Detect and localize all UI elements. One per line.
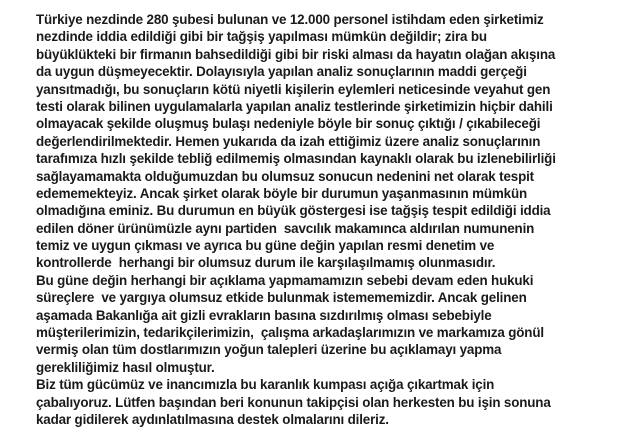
text-line: yansıtmadığı, bu sonuçların kötü niyetli kişilerin eylemleri neticesinde veyahut gen (36, 81, 551, 97)
statement-text-block (36, 11, 636, 428)
text-line: sağlayamamakta olduğumuzdan bu olumsuz sonucun nedenini net olarak tespit (36, 168, 534, 184)
text-line: da uygun düşmeyecektir. Dolayısıyla yapılan analiz sonuçlarının maddi gerçeği (36, 64, 527, 80)
text-line: kadar gidilerek aydınlatılmasına destek olmalarını dileriz. (36, 411, 389, 427)
text-line: süreçlere ve yargıya olumsuz etkide bulunmak istemememizdir. Ancak gelinen (36, 290, 527, 306)
text-line: aşamada Bakanlığa ait gizli evrakların basına sızdırılmış olması sebebiyle (36, 307, 492, 323)
text-line: edilen döner ürünümüzle aynı partiden savcılık makamınca aldırılan numunenin (36, 220, 535, 236)
text-line: Bu güne değin herhangi bir açıklama yapmamamızın sebebi devam eden hukuki (36, 272, 534, 288)
text-line: kontrollerde herhangi bir olumsuz durum ile karşılaşılmamış olunmasıdır. (36, 255, 496, 271)
text-line: müşterilerimizin, tedarikçilerimizin, çalışma arkadaşlarımızın ve markamıza gönül (36, 325, 544, 341)
text-line: Biz tüm gücümüz ve inancımızla bu karanlık kumpası açığa çıkartmak için (36, 377, 495, 393)
text-line: edememekteyiz. Ancak şirket olarak böyle bir durumun yaşanmasının mümkün (36, 185, 528, 201)
text-line: olmayacak şekilde oluşmuş bulaşı nedeniyle böyle bir sonuç çıktığı / çıkabileceği (36, 116, 541, 132)
text-line: çabalıyoruz. Lütfen başından beri konunun takipçisi olan herkesten bu işin sonuna (36, 394, 551, 410)
text-line: gerekliliğimiz hasıl olmuştur. (36, 359, 215, 375)
text-line: nezdinde iddia edildiği gibi bir tağşiş yapılması mümkün değildir; zira bu (36, 29, 487, 45)
text-line: büyüklükteki bir firmanın bahsedildiği gibi bir riski alması da hayatın olağan akışına (36, 46, 556, 62)
text-line: olmadığına eminiz. Bu durumun en büyük göstergesi ise tağşiş tespit edildiği iddia (36, 203, 551, 219)
text-line: değerlendirilmektedir. Hemen yukarıda da izah ettiğimiz üzere analiz sonuçlarının (36, 133, 541, 149)
text-line: temiz ve uygun çıkması ve ayrıca bu güne değin yapılan resmi denetim ve (36, 238, 495, 254)
text-line: vermiş olan tüm dostlarımızın yoğun talepleri üzerine bu açıklamayı yapma (36, 342, 502, 358)
text-line: tarafımıza hızlı şekilde tebliğ edilmemiş olmasından kaynaklı olarak bu izlenebilirliği (36, 151, 556, 167)
text-line: Türkiye nezdinde 280 şubesi bulunan ve 12.000 personel istihdam eden şirketimiz (36, 12, 544, 27)
text-line: testi olarak bilinen uygulamalarla yapılan analiz testlerinde şirketimizin hiçbir dahili (36, 98, 553, 114)
